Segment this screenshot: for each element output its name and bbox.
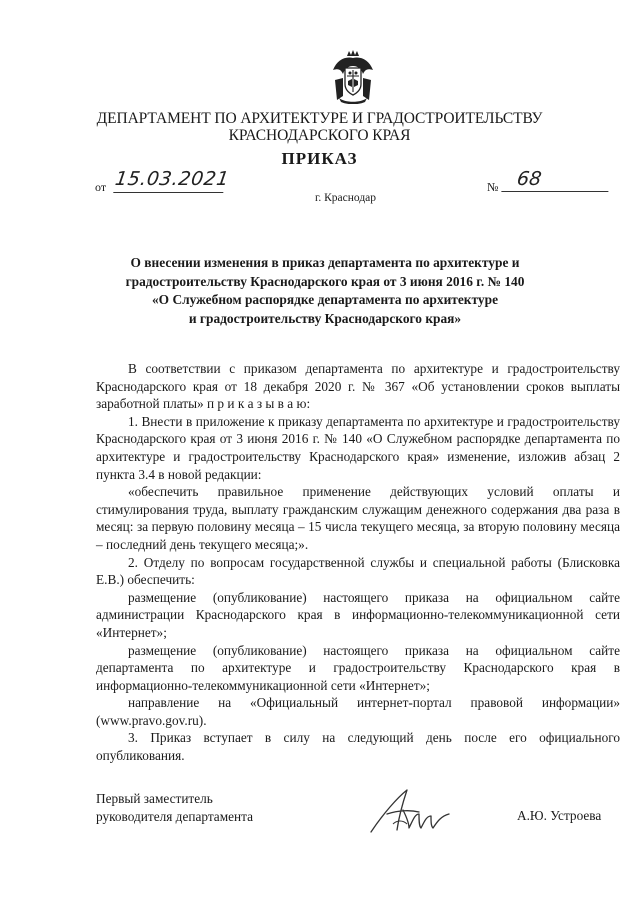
subject-line: «О Служебном распорядке департамента по архитектуре — [151, 292, 499, 307]
order-body — [96, 360, 620, 765]
body-paragraph: размещение (опубликование) настоящего приказа на официальном сайте департамента по архитектуре и градостроительству Краснодарского края в информационно-телекоммуникационной сети «Интернет»; — [96, 642, 620, 693]
department-name-line1: ДЕПАРТАМЕНТ ПО АРХИТЕКТУРЕ И ГРАДОСТРОИТЕЛЬСТВУ — [96, 110, 543, 127]
department-name-line2: КРАСНОДАРСКОГО КРАЯ — [228, 127, 411, 144]
body-paragraph: направление на «Официальный интернет-портал правовой информации» (www.pravo.gov.ru). — [96, 695, 620, 728]
body-paragraph: «обеспечить правильное применение действующих условий оплаты и стимулирования труда, выплату гражданским служащим денежного содержания два раза в месяц: за первую половину месяца – 15 числа текущего месяца, за вторую половину месяца – последний день текущего месяца;». — [96, 484, 620, 552]
signer-name: А.Ю. Устроева — [517, 808, 602, 823]
order-title: ПРИКАЗ — [281, 149, 358, 168]
order-subject — [90, 254, 560, 328]
signer-position — [96, 790, 253, 825]
signer-position-line: руководителя департамента — [96, 808, 254, 824]
subject-line: и градостроительству Краснодарского края» — [188, 310, 462, 326]
number-prefix: № — [487, 180, 499, 194]
body-paragraph: 2. Отделу по вопросам государственной службы и специальной работы (Блисковка Е.В.) обеспечить: — [96, 554, 620, 588]
signer-position-line: Первый заместитель — [96, 791, 213, 806]
number-value: 68 — [501, 168, 611, 192]
body-paragraph: размещение (опубликование) настоящего приказа на официальном сайте администрации Краснодарского края в информационно-телекоммуникационной сети «Интернет»; — [96, 589, 620, 640]
city: г. Краснодар — [314, 192, 377, 204]
handwritten-signature-icon — [363, 784, 453, 839]
date-value: 15.03.2021 — [113, 168, 227, 193]
subject-line: О внесении изменения в приказ департамента по архитектуре и — [130, 255, 520, 270]
body-paragraph: 1. Внести в приложение к приказу департамента по архитектуре и градостроительству Краснодарского края от 3 июня 2016 г. № 140 «О Служебном распорядке департамента по архитектуре и градостроительству Краснодарского края» изменение, изложив абзац 2 пункта 3.4 в новой редакции: — [96, 413, 620, 482]
body-paragraph: 3. Приказ вступает в силу на следующий день после его официального опубликования. — [96, 730, 620, 764]
date-prefix: от — [95, 180, 107, 194]
coat-of-arms-icon — [331, 50, 375, 104]
subject-line: градостроительству Краснодарского края от 3 июня 2016 г. № 140 — [125, 273, 525, 289]
body-paragraph: В соответствии с приказом департамента по архитектуре и градостроительству Краснодарского края от 18 декабря 2020 г. № 367 «Об установлении сроков выплаты заработной платы» п р и к а з ы в а ю: — [96, 361, 620, 412]
